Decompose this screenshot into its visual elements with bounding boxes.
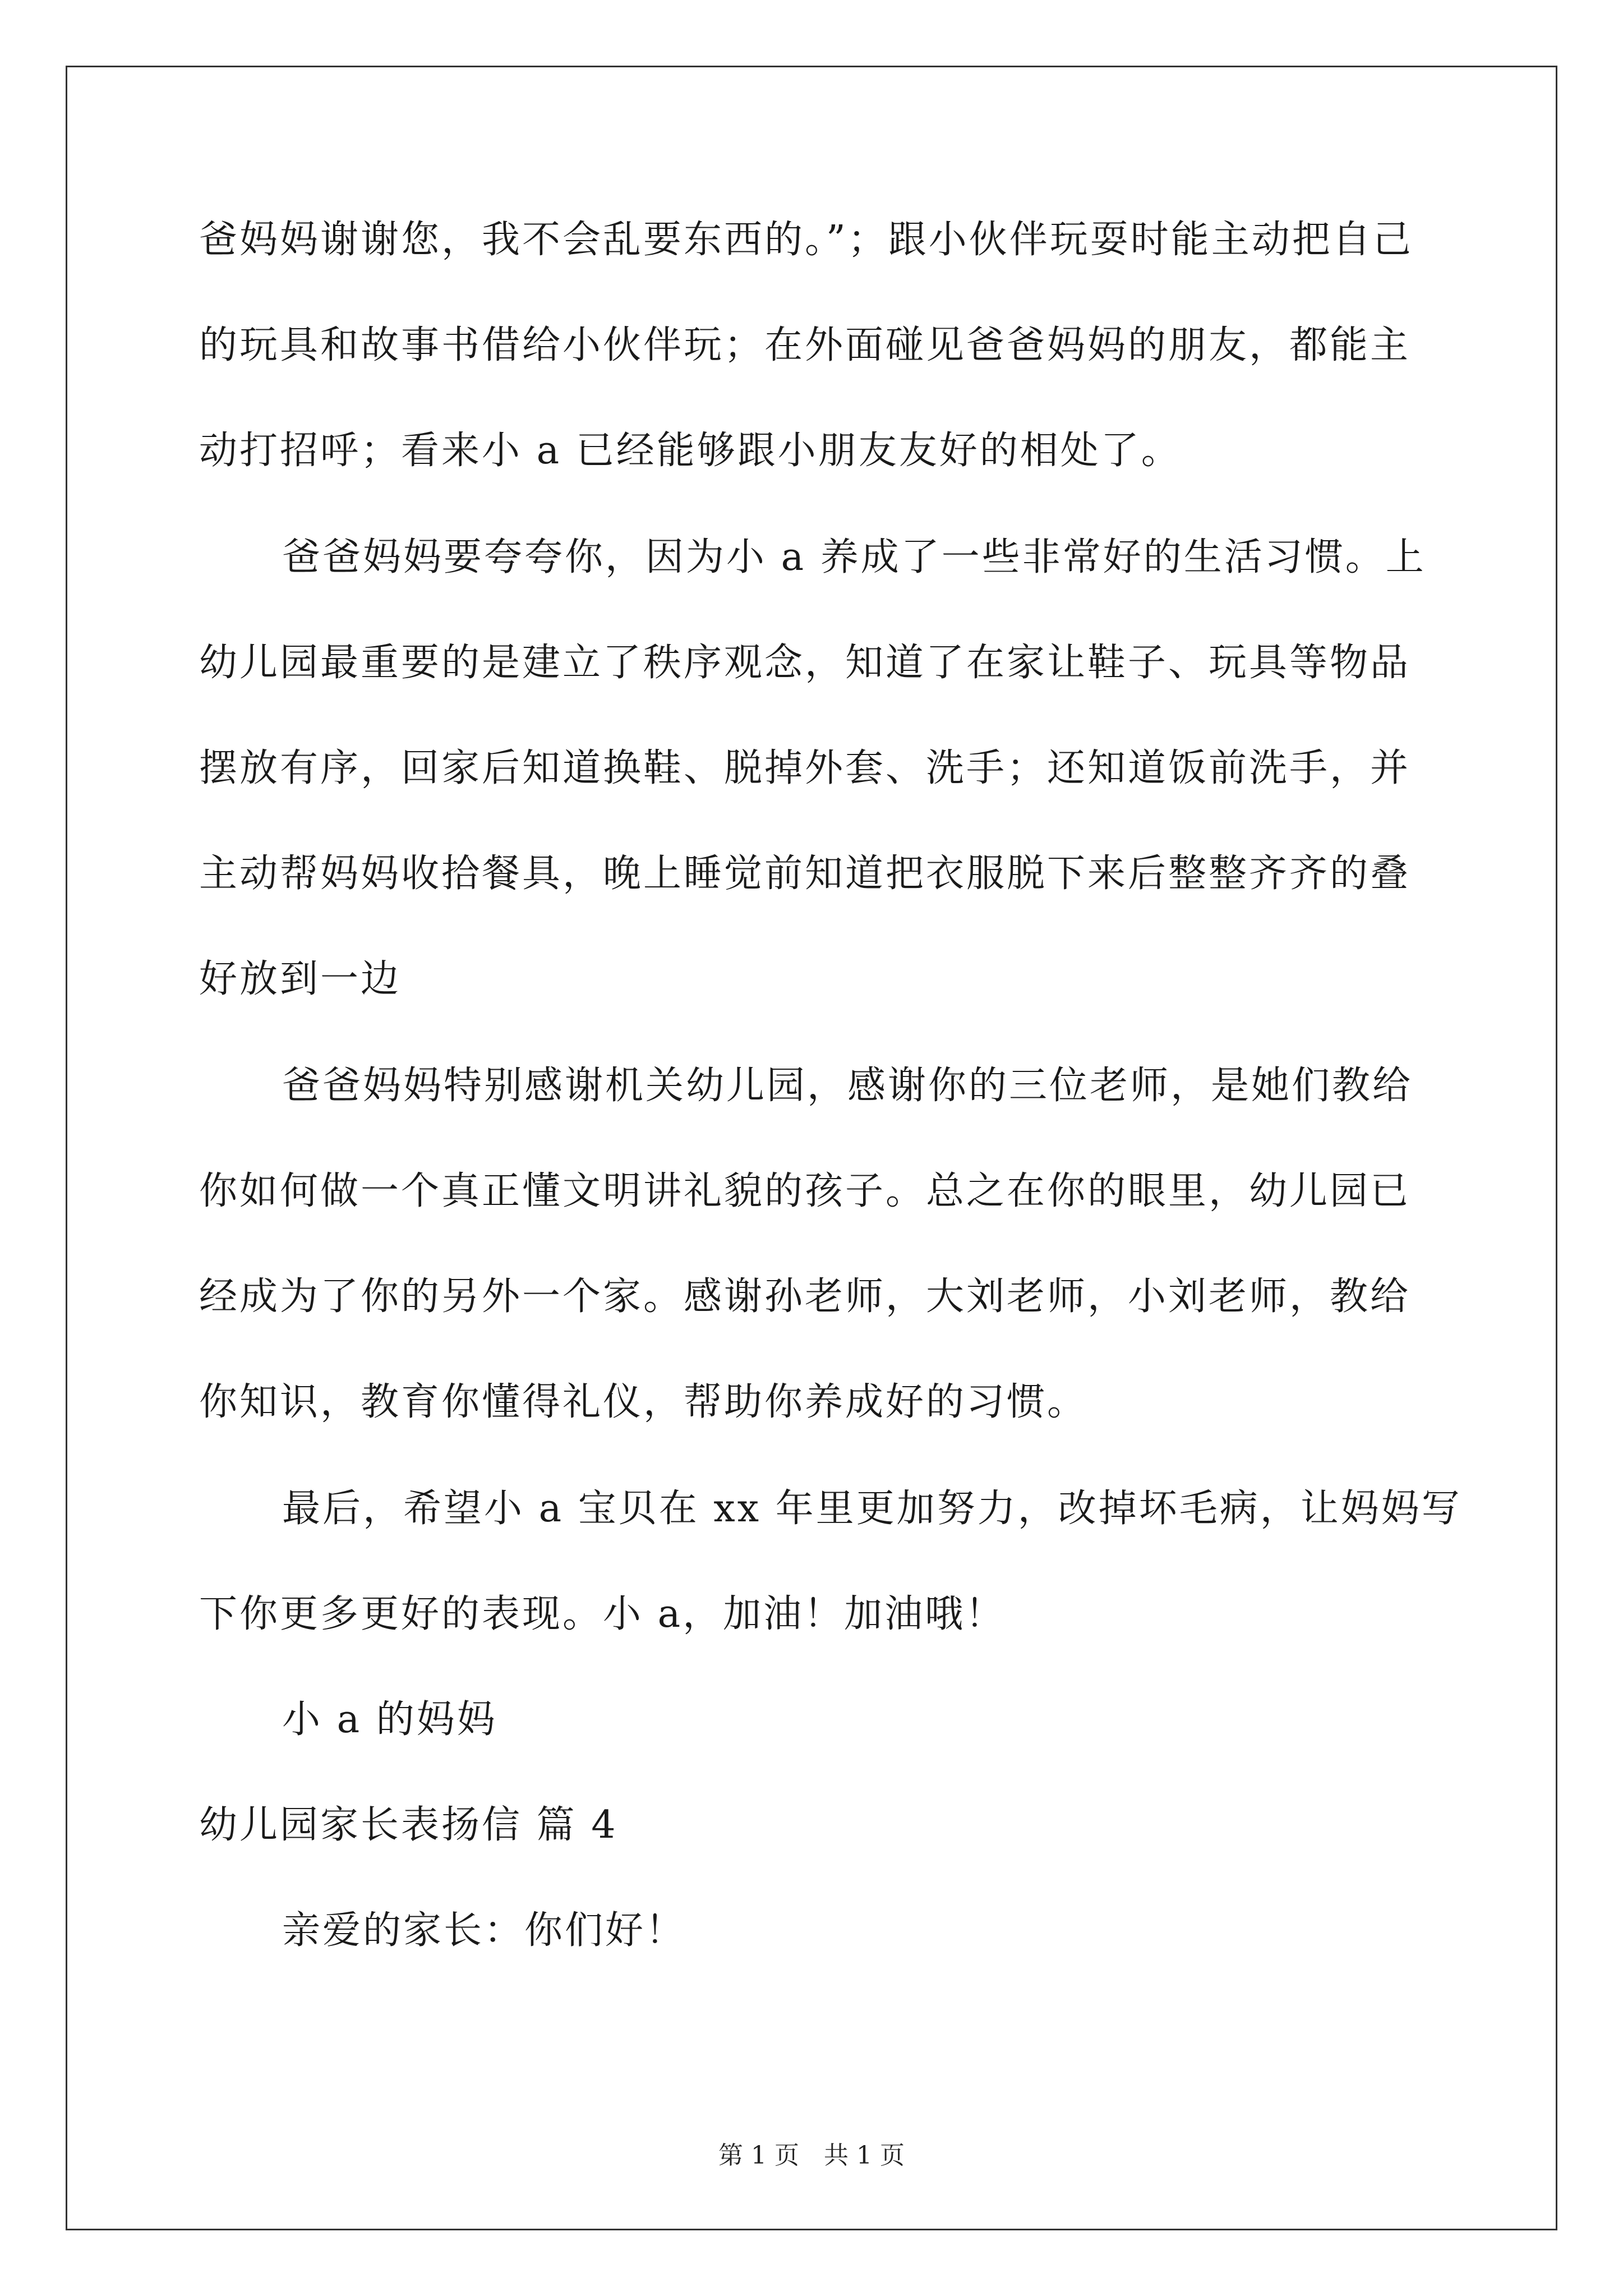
paragraph-start-line: 爸爸妈妈特别感谢机关幼儿园，感谢你的三位老师，是她们教给: [282, 1064, 1413, 1108]
text-line: 好放到一边: [199, 957, 402, 1001]
paragraph-start-line: 最后，希望小 a 宝贝在 xx 年里更加努力，改掉坏毛病，让妈妈写: [282, 1487, 1462, 1531]
text-line: 下你更多更好的表现。小 a，加油！加油哦！: [199, 1592, 1006, 1636]
paragraph-start-line: 爸爸妈妈要夸夸你，因为小 a 养成了一些非常好的生活习惯。上: [282, 535, 1426, 579]
text-line: 主动帮妈妈收拾餐具，晚上睡觉前知道把衣服脱下来后整整齐齐的叠: [199, 852, 1411, 896]
page-border: [66, 66, 1557, 2230]
text-line: 动打招呼；看来小 a 已经能够跟小朋友友好的相处了。: [199, 429, 1182, 473]
text-line: 爸妈妈谢谢您，我不会乱要东西的。”；跟小伙伴玩耍时能主动把自己: [199, 218, 1413, 262]
text-line: 摆放有序，回家后知道换鞋、脱掉外套、洗手；还知道饭前洗手，并: [199, 746, 1411, 790]
salutation-line: 亲爱的家长：你们好！: [282, 1908, 686, 1953]
text-line: 幼儿园最重要的是建立了秩序观念，知道了在家让鞋子、玩具等物品: [199, 641, 1411, 685]
text-line: 你知识，教育你懂得礼仪，帮助你养成好的习惯。: [199, 1380, 1088, 1424]
signature-line: 小 a 的妈妈: [282, 1697, 497, 1742]
page-footer: 第 1 页 共 1 页: [718, 2141, 905, 2170]
section-heading: 幼儿园家长表扬信 篇 4: [199, 1803, 618, 1847]
text-line: 你如何做一个真正懂文明讲礼貌的孩子。总之在你的眼里，幼儿园已: [199, 1169, 1411, 1213]
text-line: 的玩具和故事书借给小伙伴玩；在外面碰见爸爸妈妈的朋友，都能主: [199, 323, 1411, 367]
text-line: 经成为了你的另外一个家。感谢孙老师，大刘老师，小刘老师，教给: [199, 1274, 1411, 1319]
